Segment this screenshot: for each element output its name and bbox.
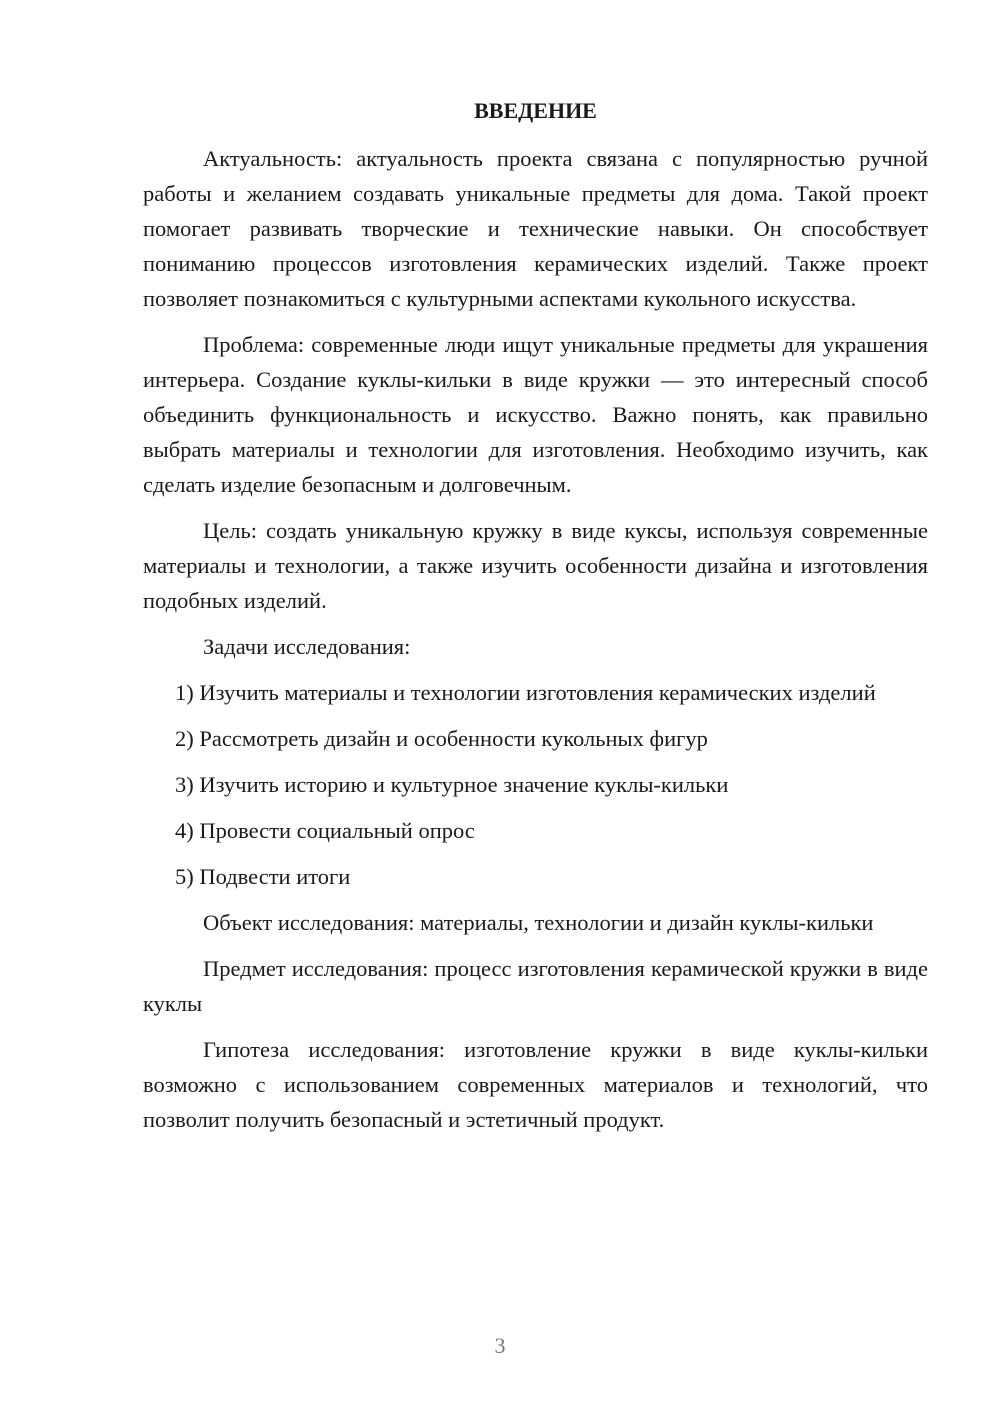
task-item-5: 5) Подвести итоги	[175, 864, 351, 889]
relevance-paragraph: Актуальность: актуальность проекта связана с популярностью ручной работы и желанием создавать уникальные предметы для дома. Такой проект помогает развивать творческие и технические навыки. Он способствует пониманию процессов изготовления керамических изделий. Также проект позволяет познакомиться с культурными аспектами кукольного искусства.	[143, 146, 928, 311]
task-item-3: 3) Изучить историю и культурное значение куклы-кильки	[175, 772, 729, 797]
task-item-1: 1) Изучить материалы и технологии изготовления керамических изделий	[175, 680, 876, 705]
page-title: ВВЕДЕНИЕ	[474, 98, 597, 123]
tasks-heading: Задачи исследования:	[203, 634, 411, 659]
hypothesis-paragraph: Гипотеза исследования: изготовление кружки в виде куклы-кильки возможно с использованием современных материалов и технологий, что позволит получить безопасный и эстетичный продукт.	[143, 1037, 928, 1132]
object-paragraph: Объект исследования: материалы, технологии и дизайн куклы-кильки	[203, 910, 874, 935]
problem-paragraph: Проблема: современные люди ищут уникальные предметы для украшения интерьера. Создание куклы-кильки в виде кружки — это интересный способ объединить функциональность и искусство. Важно понять, как правильно выбрать материалы и технологии для изготовления. Необходимо изучить, как сделать изделие безопасным и долговечным.	[143, 332, 928, 497]
task-item-4: 4) Провести социальный опрос	[175, 818, 475, 843]
page-number: 3	[494, 1333, 506, 1358]
task-item-2: 2) Рассмотреть дизайн и особенности кукольных фигур	[175, 726, 708, 751]
subject-paragraph: Предмет исследования: процесс изготовления керамической кружки в виде куклы	[143, 956, 928, 1016]
goal-paragraph: Цель: создать уникальную кружку в виде куксы, используя современные материалы и технологии, а также изучить особенности дизайна и изготовления подобных изделий.	[143, 518, 928, 613]
document-page	[143, 94, 928, 1148]
